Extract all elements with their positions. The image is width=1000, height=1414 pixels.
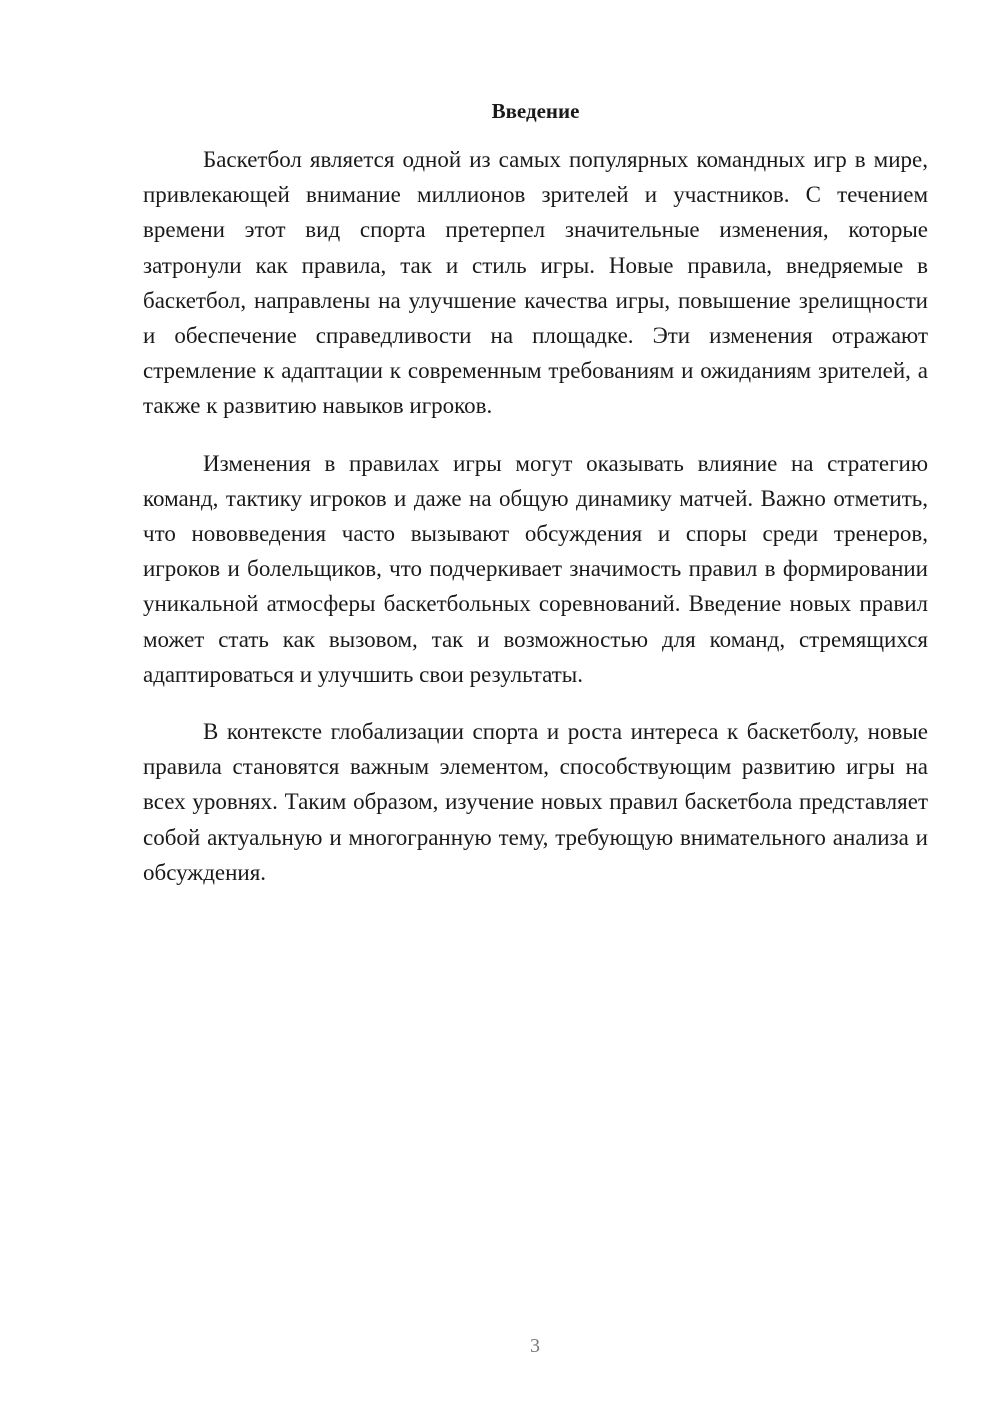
paragraph-1: Баскетбол является одной из самых популярных командных игр в мире, привлекающей внимание миллионов зрителей и участников. С течением времени этот вид спорта претерпел значительные изменения, которые затронули как правила, так и стиль игры. Новые правила, внедряемые в баскетбол, направлены на улучшение качества игры, повышение зрелищности и обеспечение справедливости на площадке. Эти изменения отражают стремление к адаптации к современным требованиям и ожиданиям зрителей, а также к развитию навыков игроков. [143,147,928,419]
paragraph-2: Изменения в правилах игры могут оказывать влияние на стратегию команд, тактику игроков и даже на общую динамику матчей. Важно отметить, что нововведения часто вызывают обсуждения и споры среди тренеров, игроков и болельщиков, что подчеркивает значимость правил в формировании уникальной атмосферы баскетбольных соревнований. Введение новых правил может стать как вызовом, так и возможностью для команд, стремящихся адаптироваться и улучшить свои результаты. [143,450,928,687]
paragraph-3: В контексте глобализации спорта и роста интереса к баскетболу, новые правила становятся важным элементом, способствующим развитию игры на всех уровнях. Таким образом, изучение новых правил баскетбола представляет собой актуальную и многогранную тему, требующую внимательного анализа и обсуждения. [143,719,928,885]
section-heading: Введение [491,99,580,123]
page-number: 3 [530,1335,540,1357]
body-text [143,142,928,912]
